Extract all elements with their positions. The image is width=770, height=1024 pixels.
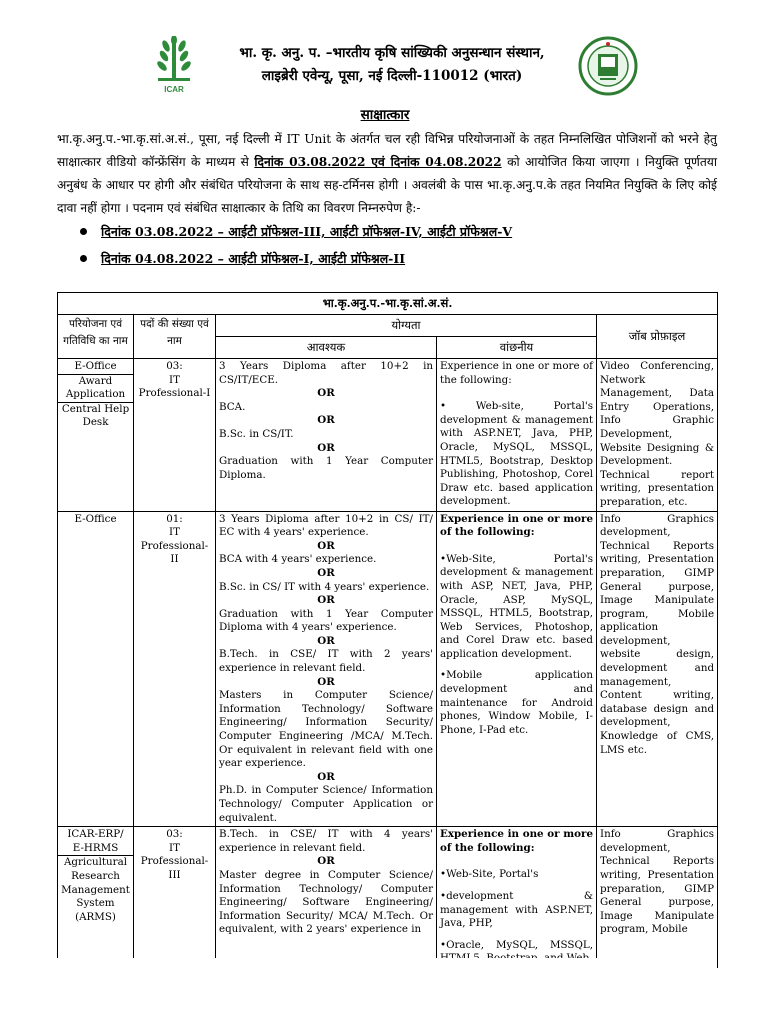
qualification-item: B.Tech. in CSE/ IT with 2 years' experience in relevant field. bbox=[219, 648, 433, 675]
or-separator: OR bbox=[317, 855, 335, 868]
desirable-cell bbox=[437, 827, 597, 968]
desirable-item: •development & management with ASP.NET, Java, PHP, bbox=[440, 889, 593, 930]
icar-logo bbox=[150, 36, 198, 96]
interview-schedule-list bbox=[80, 218, 680, 272]
desirable-item: •Oracle, MySQL, MSSQL, bbox=[440, 938, 593, 951]
col-desirable-header: वांछनीय bbox=[437, 337, 597, 359]
essential-cell bbox=[216, 827, 437, 968]
schedule-line: दिनांक 03.08.2022 – आईटी प्रॉफेश्नल-III, आईटी प्रॉफेश्नल-IV, आईटी प्रॉफेश्नल-V bbox=[101, 224, 513, 239]
project-cell bbox=[58, 827, 134, 968]
posts-line: Professional-I bbox=[138, 387, 211, 400]
bullet-icon bbox=[80, 255, 87, 262]
header-line-2: लाइब्रेरी एवेन्यू, पूसा, नई दिल्ली-110012 (भारत) bbox=[261, 68, 523, 84]
posts-line: IT bbox=[169, 373, 180, 386]
col-essential-header: आवश्यक bbox=[216, 337, 437, 359]
col-posts-header: पदों की संख्या एवं नाम bbox=[134, 315, 216, 359]
qualification-item: B.Sc. in CS/IT. bbox=[219, 427, 294, 440]
list-item bbox=[80, 245, 680, 272]
project-name: Agricultural Research Management System (ARMS) bbox=[58, 855, 133, 924]
project-name: E-Office bbox=[74, 512, 117, 525]
table-body bbox=[58, 359, 718, 968]
project-cell bbox=[58, 359, 134, 512]
table-row bbox=[58, 827, 718, 968]
intro-text-1: भा.कृ.अनु.प.-भा.कृ.सां.अ.सं., पूसा, नई दिल्ली में IT Unit के अंतर्गत चल रही विभिन्न परियोजनाओं के तहत निम्नलिखित पोजिशनों को भरने हेतु साक्षात्कार वीडियो कॉन्फ्रेंसिंग के माध्यम से bbox=[57, 132, 717, 169]
table-row bbox=[58, 511, 718, 827]
iasri-logo bbox=[578, 36, 638, 96]
project-name: Central Help Desk bbox=[58, 402, 133, 430]
qualification-item: Ph.D. in Computer Science/ Information Technology/ Computer Application or equivalent. bbox=[219, 784, 433, 824]
header-line-1: भा. कृ. अनु. प. –भारतीय कृषि सांख्यिकी अनुसन्धान संस्थान, bbox=[239, 45, 545, 61]
posts-cell bbox=[134, 827, 216, 968]
desirable-item: •Web-Site, Portal's development & management with ASP, NET, Java, PHP, Oracle, ASP, MySQL, MSSQL, HTML5, Bootstrap, Web Services, Photoshop, and Corel Draw etc. based application development. bbox=[440, 552, 593, 660]
essential-cell bbox=[216, 359, 437, 512]
table-row bbox=[58, 359, 718, 512]
interview-dates: दिनांक 03.08.2022 एवं दिनांक 04.08.2022 bbox=[254, 155, 502, 169]
posts-line: 03: bbox=[166, 828, 183, 841]
or-separator: OR bbox=[317, 441, 335, 454]
or-separator: OR bbox=[317, 566, 335, 579]
or-separator: OR bbox=[317, 770, 335, 783]
bullet-icon bbox=[80, 228, 87, 235]
qualification-item: B.Sc. in CS/ IT with 4 years' experience. bbox=[219, 580, 430, 593]
project-name: ICAR-ERP/ E-HRMS bbox=[67, 828, 124, 854]
qualification-item: BCA with 4 years' experience. bbox=[219, 553, 377, 566]
job-profile-cell: Info Graphics development, Technical Reports writing, Presentation preparation, GIMP General purpose, Image Manipulate program, Mobile application development, website design, development and management, Content writing, database design and development, Knowledge of CMS, LMS etc. bbox=[597, 511, 718, 827]
intro-text-2: को आयोजित किया जाएगा । नियुक्ति पूर्णतया अनुबंध के आधार पर होगी और संबंधित परियोजना के साथ सह-टर्मिनस होगी । अवलंबी के पास भा.कृ.अनु.प.के तहत नियमित नियुक्ति के लिए कोई दावा नहीं होगा । पदनाम एवं संबंधित साक्षात्कार के तिथि का विवरण निम्नरुपेण है:- bbox=[57, 155, 717, 215]
desirable-item: • Web-site, Portal's development & management with ASP.NET, Java, PHP, Oracle, MySQL, MSSQL, HTML5, Bootstrap, Desktop Publishing, Photoshop, Corel Draw etc. based application development. bbox=[440, 400, 593, 508]
desirable-heading: Experience in one or more of the following: bbox=[440, 360, 593, 386]
qualification-item: B.Tech. in CSE/ IT with 4 years' experience in relevant field. bbox=[219, 828, 433, 854]
project-cell bbox=[58, 511, 134, 827]
qualification-item: Masters in Computer Science/ Information Technology/ Software Engineering/ Information Security/ Computer Engineering /MCA/ M.Tech. Or equivalent in relevant field with one year experience. bbox=[219, 689, 433, 770]
intro-paragraph bbox=[57, 128, 717, 220]
or-separator: OR bbox=[317, 675, 335, 688]
or-separator: OR bbox=[317, 387, 335, 400]
essential-cell bbox=[216, 511, 437, 827]
desirable-heading: Experience in one or more of the following: bbox=[440, 828, 593, 854]
posts-line: IT bbox=[169, 526, 180, 539]
qualification-item: Graduation with 1 Year Computer Diploma. bbox=[219, 455, 433, 481]
institute-header bbox=[212, 42, 572, 88]
posts-cell bbox=[134, 359, 216, 512]
desirable-item: •Web-Site, Portal's bbox=[440, 868, 539, 881]
page-title: साक्षात्कार bbox=[360, 107, 410, 123]
job-profile-cell: Video Conferencing, Network Management, Data Entry Operations, Info Graphic Development, Website Designing & Development. Technical report writing, presentation preparation, etc. bbox=[597, 359, 718, 512]
project-name: E-Office bbox=[74, 360, 117, 372]
desirable-cell bbox=[437, 359, 597, 512]
list-item bbox=[80, 218, 680, 245]
or-separator: OR bbox=[317, 414, 335, 427]
posts-line: IT bbox=[169, 841, 180, 854]
posts-line: Professional-II bbox=[140, 539, 209, 566]
col-profile-header: जॉब प्रोफ़ाइल bbox=[597, 315, 718, 359]
qualification-item: 3 Years Diploma after 10+2 in CS/ IT/ EC with 4 years' experience. bbox=[219, 512, 433, 539]
desirable-cell bbox=[437, 511, 597, 827]
positions-table bbox=[57, 292, 718, 968]
desirable-heading: Experience in one or more of the following: bbox=[440, 512, 593, 539]
job-profile-cell: Info Graphics development, Technical Reports writing, Presentation preparation, GIMP General purpose, Image Manipulate program, Mobile bbox=[597, 827, 718, 968]
qualification-item: Master degree in Computer Science/ Information Technology/ Computer Engineering/ Software Engineering/ Information Security/ MCA/ M.Tech. Or equivalent, with 2 years' experience in bbox=[219, 868, 433, 936]
table-caption: भा.कृ.अनु.प.-भा.कृ.सां.अ.सं. bbox=[58, 293, 718, 315]
posts-line: Professional-III bbox=[140, 855, 209, 881]
qualification-item: BCA. bbox=[219, 400, 246, 413]
or-separator: OR bbox=[317, 594, 335, 607]
qualification-item: Graduation with 1 Year Computer Diploma with 4 years' experience. bbox=[219, 607, 433, 634]
posts-cell bbox=[134, 511, 216, 827]
project-name: Award Application bbox=[58, 374, 133, 402]
or-separator: OR bbox=[317, 634, 335, 647]
desirable-item: •Mobile application development and maintenance for Android phones, Window Mobile, I-Phone, I-Pad etc. bbox=[440, 669, 593, 736]
posts-line: 03: bbox=[166, 360, 183, 372]
col-project-header: परियोजना एवं गतिविधि का नाम bbox=[58, 315, 134, 359]
posts-line: 01: bbox=[166, 512, 183, 525]
schedule-line: दिनांक 04.08.2022 – आईटी प्रॉफेश्नल-I, आईटी प्रॉफेश्नल-II bbox=[101, 251, 406, 266]
qualification-item: 3 Years Diploma after 10+2 in CS/IT/ECE. bbox=[219, 360, 433, 386]
svg-text:ICAR: ICAR bbox=[164, 85, 184, 94]
col-qualification-header: योग्यता bbox=[216, 315, 597, 337]
or-separator: OR bbox=[317, 539, 335, 552]
page-bottom-blank bbox=[57, 958, 717, 1024]
